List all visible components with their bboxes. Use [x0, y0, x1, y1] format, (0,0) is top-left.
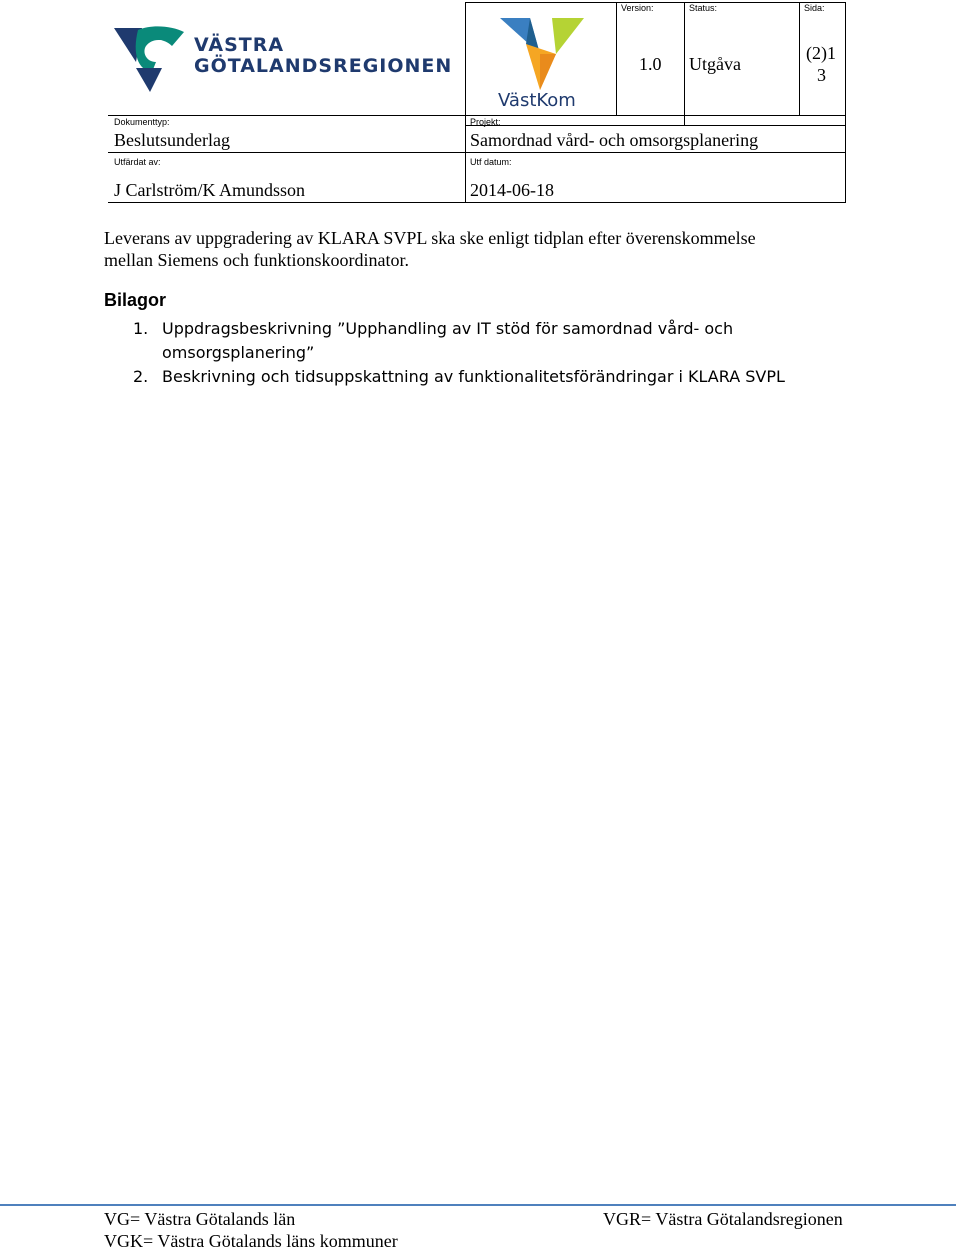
list-item-number: 2. — [133, 367, 149, 386]
page-value-line1: (2)1 — [806, 43, 836, 63]
project-label: Projekt: — [470, 117, 501, 127]
version-value: 1.0 — [639, 54, 662, 74]
vgr-logo-text-line1: VÄSTRA — [194, 34, 285, 56]
version-label: Version: — [621, 3, 654, 13]
paragraph-line-2: mellan Siemens och funktionskoordinator. — [104, 250, 409, 270]
footer-right-line1: VGR= Västra Götalandsregionen — [603, 1209, 843, 1229]
issued-by-value: J Carlström/K Amundsson — [114, 180, 306, 200]
list-item-text: Beskrivning och tidsuppskattning av funktionalitetsförändringar i KLARA SVPL — [162, 367, 785, 386]
vgr-logo-icon — [112, 22, 192, 94]
vastkom-logo-text: VästKom — [498, 90, 576, 111]
vgr-logo — [112, 20, 452, 100]
status-label: Status: — [689, 3, 718, 13]
list-item-text-continued: omsorgsplanering” — [162, 343, 315, 362]
list-item-text: Uppdragsbeskrivning ”Upphandling av IT stöd för samordnad vård- och — [162, 319, 734, 338]
list-item-number: 1. — [133, 319, 149, 338]
page-label: Sida: — [804, 3, 825, 13]
attachments-heading: Bilagor — [104, 290, 167, 310]
page-value-line2: 3 — [817, 65, 826, 85]
footer-left-line2: VGK= Västra Götalands läns kommuner — [104, 1231, 398, 1251]
doctype-label: Dokumenttyp: — [114, 117, 170, 127]
issued-by-label: Utfärdat av: — [114, 157, 161, 167]
date-value: 2014-06-18 — [470, 180, 554, 200]
date-label: Utf datum: — [470, 157, 512, 167]
doctype-value: Beslutsunderlag — [114, 130, 230, 150]
footer-rule — [0, 1204, 956, 1206]
project-value: Samordnad vård- och omsorgsplanering — [470, 130, 759, 150]
status-value: Utgåva — [689, 54, 741, 74]
paragraph-line-1: Leverans av uppgradering av KLARA SVPL ska ske enligt tidplan efter överenskommelse — [104, 228, 756, 248]
footer-left-line1: VG= Västra Götalands län — [104, 1209, 296, 1229]
vastkom-logo-icon — [496, 14, 588, 94]
vgr-logo-text-line2: GÖTALANDSREGIONEN — [194, 55, 453, 77]
vastkom-logo — [496, 14, 588, 114]
